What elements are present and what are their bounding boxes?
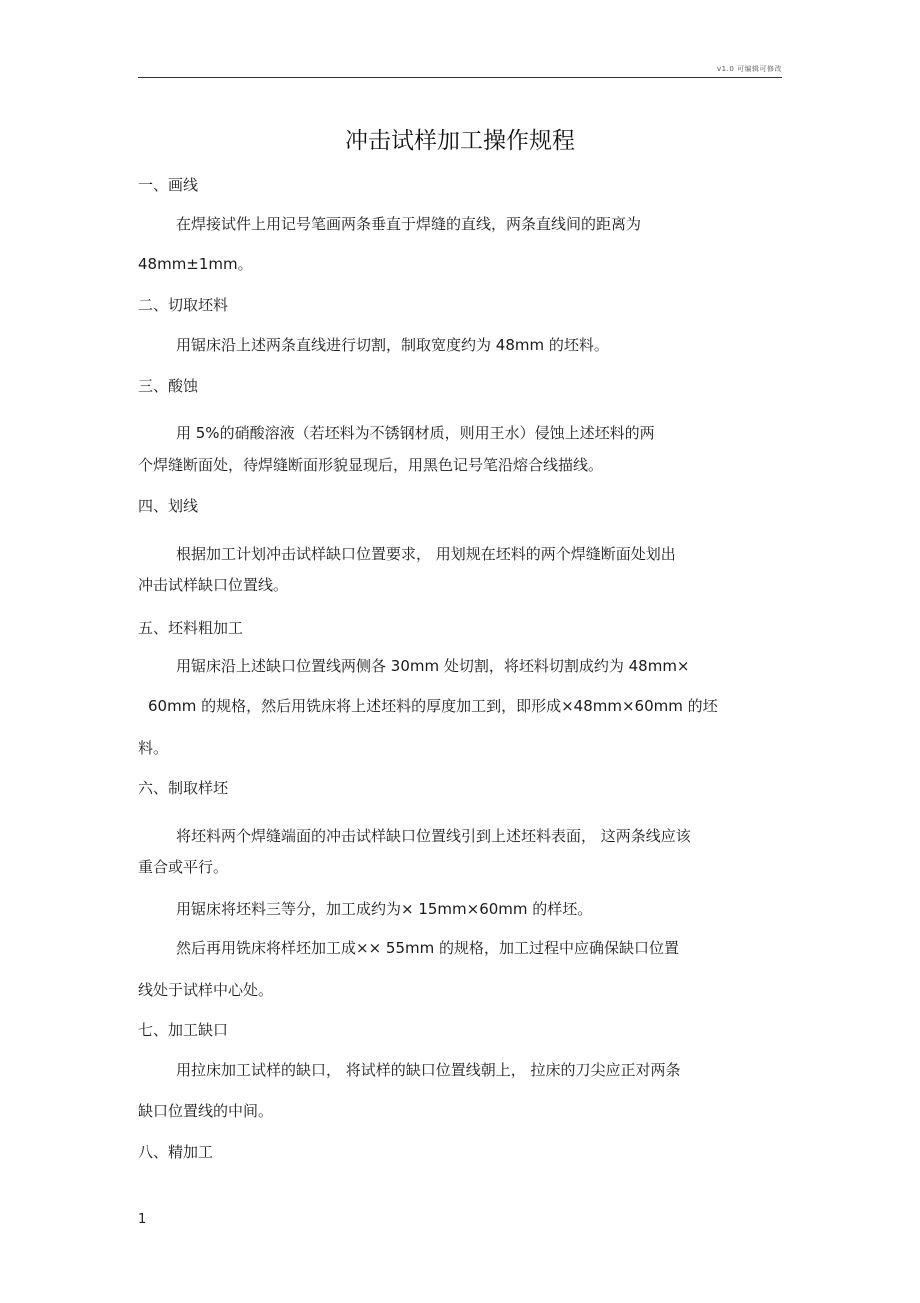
paragraph-line: 根据加工计划冲击试样缺口位置要求， 用划规在坯料的两个焊缝断面处划出	[176, 545, 676, 563]
paragraph-line: 冲击试样缺口位置线。	[138, 576, 289, 594]
paragraph-line: 重合或平行。	[138, 858, 229, 876]
paragraph-line: 个焊缝断面处，待焊缝断面形貌显现后，用黑色记号笔沿熔合线描线。	[138, 456, 604, 474]
section-heading-2: 二、切取坯料	[138, 296, 229, 314]
paragraph-line: 用锯床沿上述缺口位置线两侧各 30mm 处切割，将坯料切割成约为 48mm×	[176, 657, 690, 675]
paragraph-line: 然后再用铣床将样坯加工成×× 55mm 的规格，加工过程中应确保缺口位置	[176, 939, 679, 957]
paragraph-line: 料。	[138, 739, 169, 757]
paragraph-line: 用拉床加工试样的缺口， 将试样的缺口位置线朝上， 拉床的刀尖应正对两条	[176, 1061, 681, 1079]
section-heading-6: 六、制取样坯	[138, 779, 229, 797]
paragraph-line: 在焊接试件上用记号笔画两条垂直于焊缝的直线，两条直线间的距离为	[176, 215, 642, 233]
section-heading-7: 七、加工缺口	[138, 1021, 229, 1039]
section-heading-4: 四、划线	[138, 497, 199, 515]
paragraph-line: 用 5%的硝酸溶液（若坯料为不锈钢材质，则用王水）侵蚀上述坯料的两	[176, 424, 655, 442]
paragraph-line: 将坯料两个焊缝端面的冲击试样缺口位置线引到上述坯料表面， 这两条线应该	[176, 827, 691, 845]
paragraph-line: 60mm 的规格，然后用铣床将上述坯料的厚度加工到，即形成×48mm×60mm 的坯	[148, 697, 718, 715]
section-heading-3: 三、酸蚀	[138, 377, 199, 395]
paragraph-line: 48mm±1mm。	[138, 255, 253, 273]
paragraph-line: 用锯床沿上述两条直线进行切割，制取宽度约为 48mm 的坯料。	[176, 336, 609, 354]
section-heading-1: 一、画线	[138, 176, 199, 194]
document-title: 冲击试样加工操作规程	[345, 128, 575, 154]
section-heading-8: 八、精加工	[138, 1143, 214, 1161]
page-number: 1	[138, 1212, 147, 1227]
paragraph-line: 用锯床将坯料三等分，加工成约为× 15mm×60mm 的样坯。	[176, 900, 593, 918]
header-rule	[138, 77, 782, 78]
paragraph-line: 线处于试样中心处。	[138, 981, 274, 999]
paragraph-line: 缺口位置线的中间。	[138, 1102, 274, 1120]
header-note: v1.0 可编辑可修改	[717, 65, 782, 73]
section-heading-5: 五、坯料粗加工	[138, 619, 244, 637]
